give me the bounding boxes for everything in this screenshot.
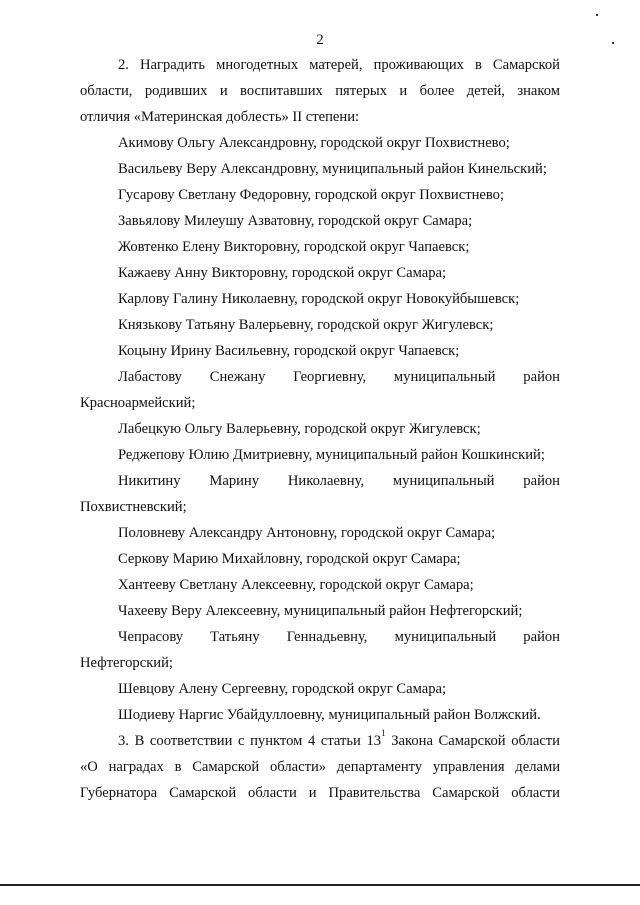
list-item: Кажаеву Анну Викторовну, городской округ Самара; — [118, 265, 447, 281]
list-item: Чахееву Веру Алексеевну, муниципальный район Нефтегорский; — [118, 603, 523, 619]
list-item-line: Красноармейский; — [80, 395, 196, 411]
list-item: Шодиеву Наргис Убайдуллоевну, муниципальный район Волжский. — [118, 707, 541, 723]
list-item: Акимову Ольгу Александровну, городской округ Похвистнево; — [118, 135, 510, 151]
list-item — [80, 468, 560, 520]
list-item: Васильеву Веру Александровну, муниципальный район Кинельский; — [118, 161, 547, 177]
section3-line: 3. В соответствии с пунктом 4 статьи $13^1$ Закона Самарской области — [118, 728, 560, 749]
document-body — [80, 52, 560, 806]
scan-bottom-edge — [0, 884, 640, 886]
section2-line: 2. Наградить многодетных матерей, проживающих в Самарской — [118, 57, 560, 73]
list-item: Гусарову Светлану Федоровну, городской округ Похвистнево; — [118, 187, 505, 203]
list-item: Завьялову Милеушу Азватовну, городской округ Самара; — [118, 213, 473, 229]
list-item: Реджепову Юлию Дмитриевну, муниципальный район Кошкинский; — [118, 447, 545, 463]
footnote-superscript: 1 — [381, 728, 386, 738]
list-item: Серкову Марию Михайловну, городской округ Самара; — [118, 551, 461, 567]
section2-line: области, родивших и воспитавших пятерых и более детей, знаком — [80, 83, 560, 99]
list-item: Карлову Галину Николаевну, городской округ Новокуйбышевск; — [118, 291, 520, 307]
page-number: 2 — [316, 32, 324, 48]
list-item: Князькову Татьяну Валерьевну, городской округ Жигулевск; — [118, 317, 494, 333]
list-item: Коцыну Ирину Васильевну, городской округ Чапаевск; — [118, 343, 460, 359]
list-item: Половневу Александру Антоновну, городской округ Самара; — [118, 525, 496, 541]
list-item: Шевцову Алену Сергеевну, городской округ Самара; — [118, 681, 447, 697]
scan-speck — [596, 14, 598, 16]
list-item-line: Никитину Марину Николаевну, муниципальный район — [118, 473, 560, 489]
list-item: Жовтенко Елену Викторовну, городской округ Чапаевск; — [118, 239, 470, 255]
section3-line: Губернатора Самарской области и Правительства Самарской области — [80, 785, 560, 801]
section2-line: отличия «Материнская доблесть» II степени: — [80, 109, 360, 125]
list-item — [80, 364, 560, 416]
awardee-list — [80, 130, 560, 728]
list-item-line: Нефтегорский; — [80, 655, 173, 671]
section3-line: «О наградах в Самарской области» департаменту управления делами — [80, 759, 560, 775]
scan-speck — [612, 42, 614, 44]
list-item-line: Лабастову Снежану Георгиевну, муниципальный район — [118, 369, 560, 385]
list-item-line: Чепрасову Татьяну Геннадьевну, муниципальный район — [118, 629, 560, 645]
list-item-line: Похвистневский; — [80, 499, 187, 515]
list-item — [80, 624, 560, 676]
list-item: Лабецкую Ольгу Валерьевну, городской округ Жигулевск; — [118, 421, 481, 437]
list-item: Хантееву Светлану Алексеевну, городской округ Самара; — [118, 577, 474, 593]
